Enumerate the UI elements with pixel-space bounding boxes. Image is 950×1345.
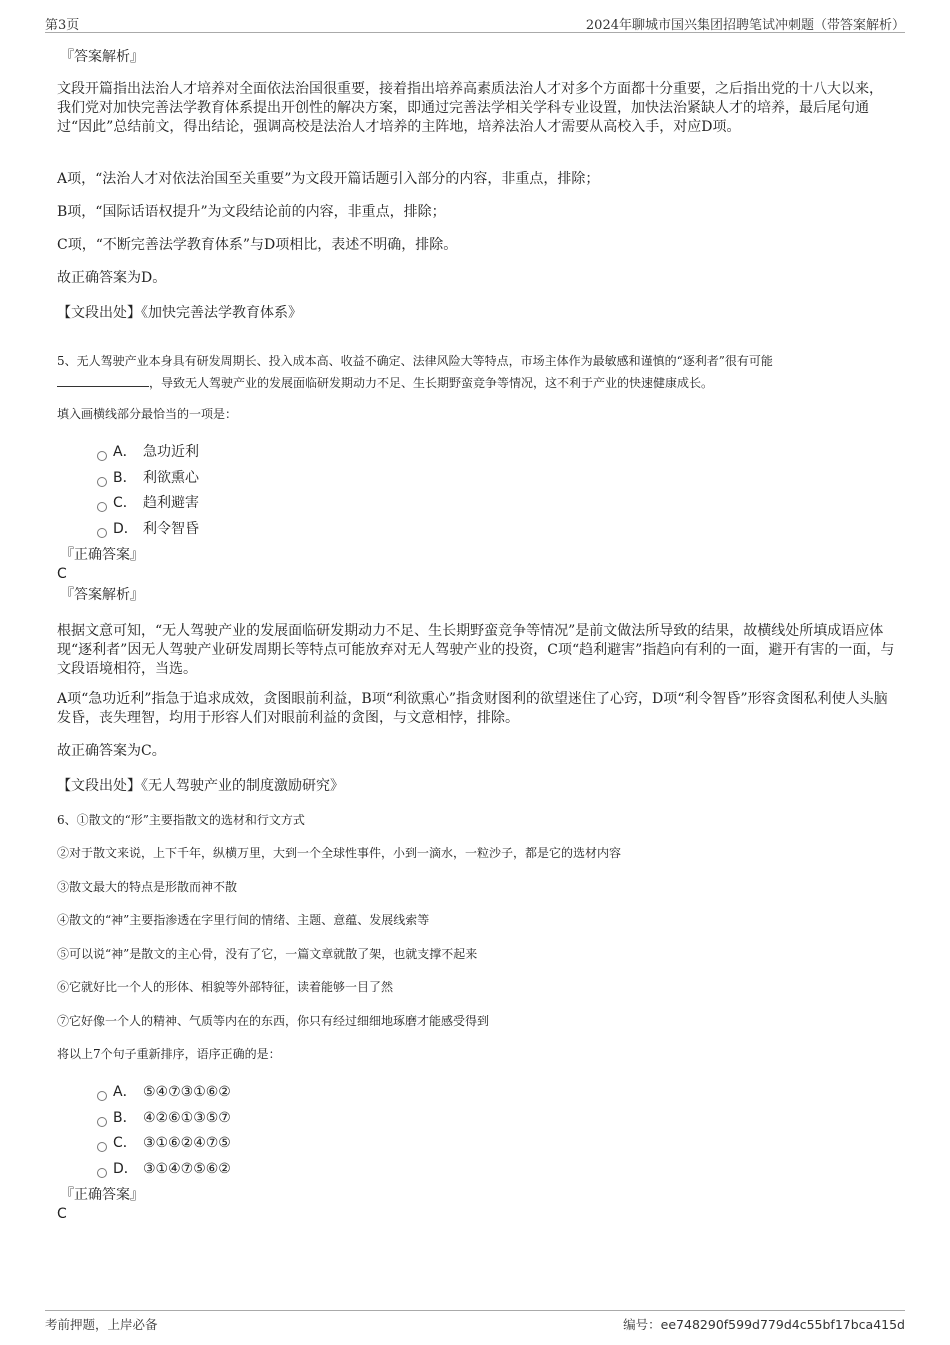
q5-analysis-label: 『答案解析』: [60, 587, 144, 603]
document-title: 2024年聊城市国兴集团招聘笔试冲刺题（带答案解析）: [585, 18, 905, 33]
q4-analysis-para-3: B项，“国际话语权提升”为文段结论前的内容，非重点，排除；: [57, 204, 446, 220]
radio-icon[interactable]: [97, 502, 107, 512]
q4-analysis-label: 『答案解析』: [60, 49, 144, 65]
q5-stem-part-2: ，导致无人驾驶产业的发展面临研发期动力不足、生长期野蛮竞争等情况，这不利于产业的快速健康成长。: [149, 376, 714, 390]
q5-blank-line: [57, 374, 149, 387]
q6-sentence-3: ③散文最大的特点是形散而神不散: [57, 880, 238, 894]
q5-analysis-para-2: A项“急功近利”指急于追求成效，贪图眼前利益，B项“利欲熏心”指贪财图利的欲望迷住了心窍，D项“利令智昏”形容贪图私利使人头脑发昏，丧失理智，均用于形容人们对眼前利益的贪图，与文意相悖，排除。: [57, 691, 888, 726]
radio-icon[interactable]: [97, 1168, 107, 1178]
q6-option-b[interactable]: B． ④②⑥①③⑤⑦: [97, 1107, 231, 1127]
q5-correct-label: 『正确答案』: [60, 547, 144, 563]
q5-stem: [57, 350, 895, 394]
q4-analysis-para-1: 文段开篇指出法治人才培养对全面依法治国很重要，接着指出培养高素质法治人才对多个方面都十分重要，之后指出党的十八大以来，我们党对加快完善法学教育体系提出开创性的解决方案，即通过完善法学相关学科专业设置，加快法治紧缺人才的培养，最后尾句通过“因此”总结前文，得出结论，强调高校是法治人才培养的主阵地，培养法治人才需要从高校入手，对应D项。: [57, 81, 883, 135]
q5-correct-answer: C: [57, 566, 67, 582]
q6-sentence-7: ⑦它好像一个人的精神、气质等内在的东西，你只有经过细细地琢磨才能感受得到: [57, 1014, 490, 1028]
document-code: 编号：ee748290f599d779d4c55bf17bca415d: [623, 1317, 905, 1332]
q4-analysis-para-4: C项，“不断完善法学教育体系”与D项相比，表述不明确，排除。: [57, 237, 458, 253]
q5-analysis-para-1: 根据文意可知，“无人驾驶产业的发展面临研发期动力不足、生长期野蛮竞争等情况”是前文做法所导致的结果，故横线处所填成语应体现“逐利者”因无人驾驶产业研发周期长等特点可能放弃对无人驾驶产业的投资，C项“趋利避害”指趋向有利的一面，避开有害的一面，与文段语境相符，当选。: [57, 623, 895, 677]
q5-source: 【文段出处】《无人驾驶产业的制度激励研究》: [57, 778, 344, 794]
q5-option-d[interactable]: D． 利令智昏: [97, 518, 199, 538]
q6-correct-label: 『正确答案』: [60, 1187, 144, 1203]
q6-sentence-2: ②对于散文来说，上下千年，纵横万里，大到一个全球性事件，小到一滴水，一粒沙子，都是它的选材内容: [57, 846, 622, 860]
q4-analysis-para-2: A项，“法治人才对依法治国至关重要”为文段开篇话题引入部分的内容，非重点，排除；: [57, 171, 600, 187]
q5-option-a[interactable]: A． 急功近利: [97, 441, 199, 461]
header-divider: [45, 32, 905, 33]
q6-prompt: 将以上7个句子重新排序，语序正确的是：: [57, 1047, 281, 1061]
radio-icon[interactable]: [97, 528, 107, 538]
q6-option-a[interactable]: A． ⑤④⑦③①⑥②: [97, 1081, 231, 1101]
radio-icon[interactable]: [97, 1117, 107, 1127]
q6-sentence-4: ④散文的“神”主要指渗透在字里行间的情绪、主题、意蕴、发展线索等: [57, 913, 430, 927]
page-number: 第3页: [45, 18, 80, 33]
q6-sentence-5: ⑤可以说“神”是散文的主心骨，没有了它，一篇文章就散了架，也就支撑不起来: [57, 947, 478, 961]
radio-icon[interactable]: [97, 451, 107, 461]
q4-conclusion: 故正确答案为D。: [57, 270, 167, 286]
q5-option-b[interactable]: B． 利欲熏心: [97, 467, 199, 487]
q6-sentence-1: 6、①散文的“形”主要指散文的选材和行文方式: [57, 813, 305, 827]
q6-sentence-6: ⑥它就好比一个人的形体、相貌等外部特征，读着能够一目了然: [57, 980, 394, 994]
footer-divider: [45, 1310, 905, 1311]
footer-slogan: 考前押题，上岸必备: [45, 1317, 158, 1332]
radio-icon[interactable]: [97, 1142, 107, 1152]
page-header: [45, 14, 905, 34]
q6-option-d[interactable]: D． ③①④⑦⑤⑥②: [97, 1158, 231, 1178]
radio-icon[interactable]: [97, 1091, 107, 1101]
q5-conclusion: 故正确答案为C。: [57, 743, 166, 759]
q6-correct-answer: C: [57, 1206, 67, 1222]
q5-prompt: 填入画横线部分最恰当的一项是：: [57, 407, 238, 421]
radio-icon[interactable]: [97, 477, 107, 487]
q5-option-c[interactable]: C． 趋利避害: [97, 492, 199, 512]
q4-source: 【文段出处】《加快完善法学教育体系》: [57, 305, 302, 321]
q6-option-c[interactable]: C． ③①⑥②④⑦⑤: [97, 1132, 231, 1152]
q5-stem-part-1: 5、无人驾驶产业本身具有研发周期长、投入成本高、收益不确定、法律风险大等特点，市场主体作为最敏感和谨慎的“逐利者”很有可能: [57, 354, 773, 368]
